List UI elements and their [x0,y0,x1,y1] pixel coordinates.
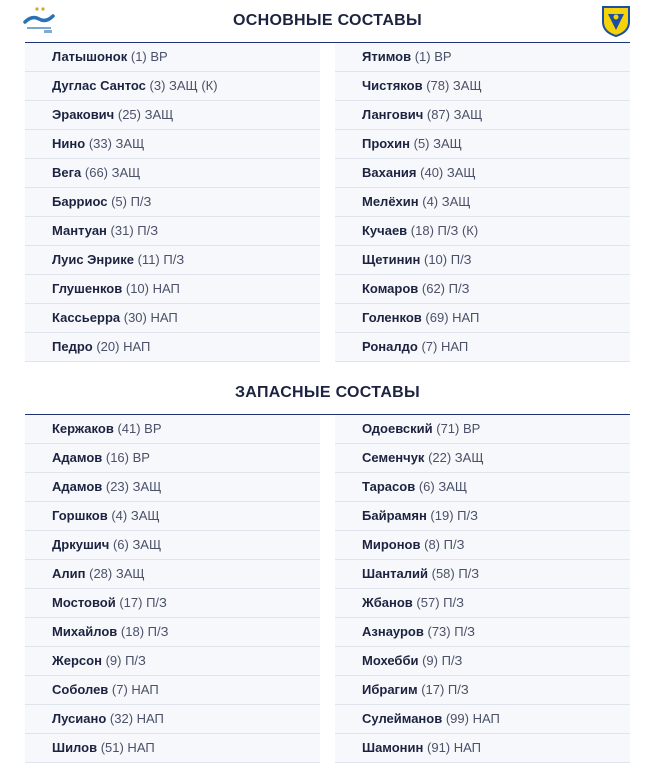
player-name[interactable]: Мелёхин [362,194,419,209]
player-row [25,188,320,217]
player-number-position: (66) ЗАЩ [84,165,141,180]
player-number-position: (4) ЗАЩ [111,508,160,523]
player-number-position: (20) НАП [96,339,151,354]
player-name[interactable]: Кержаков [52,421,114,436]
player-name[interactable]: Соболев [52,682,109,697]
player-row [335,304,630,333]
player-name[interactable]: Жерсон [52,653,102,668]
player-number-position: (57) П/З [416,595,464,610]
player-name[interactable]: Лусиано [52,711,107,726]
player-name[interactable]: Алип [52,566,86,581]
player-row [25,246,320,275]
player-row [335,531,630,560]
player-number-position: (16) ВР [105,450,150,465]
player-row [25,72,320,101]
player-number-position: (99) НАП [445,711,500,726]
player-row [25,734,320,763]
player-row [25,589,320,618]
starters-title: ОСНОВНЫЕ СОСТАВЫ [233,12,422,29]
player-row [25,560,320,589]
player-row [25,705,320,734]
player-number-position: (23) ЗАЩ [105,479,162,494]
player-name[interactable]: Байрамян [362,508,427,523]
player-row [335,647,630,676]
player-number-position: (31) П/З [110,223,159,238]
player-name[interactable]: Дуглас Сантос [52,78,146,93]
player-number-position: (18) П/З (К) [410,223,479,238]
player-number-position: (5) ЗАЩ [413,136,462,151]
player-name[interactable]: Эракович [52,107,115,122]
player-row [25,101,320,130]
player-number-position: (9) П/З [105,653,146,668]
away-subs-list [335,415,630,763]
player-number-position: (19) П/З [430,508,478,523]
player-name[interactable]: Мантуан [52,223,107,238]
player-row [25,531,320,560]
player-number-position: (32) НАП [109,711,164,726]
player-row [25,333,320,362]
player-number-position: (1) ВР [130,49,168,64]
player-row [335,275,630,304]
player-number-position: (3) ЗАЩ (К) [149,78,218,93]
player-number-position: (28) ЗАЩ [89,566,145,581]
player-name[interactable]: Луис Энрике [52,252,134,267]
player-name[interactable]: Мостовой [52,595,116,610]
player-row [25,444,320,473]
player-row [25,159,320,188]
player-row [25,676,320,705]
player-row [335,101,630,130]
player-number-position: (91) НАП [427,740,482,755]
player-row [335,560,630,589]
player-name[interactable]: Тарасов [362,479,416,494]
player-name[interactable]: Кучаев [362,223,408,238]
player-number-position: (78) ЗАЩ [426,78,482,93]
player-row [25,502,320,531]
player-name[interactable]: Жбанов [362,595,413,610]
player-number-position: (6) ЗАЩ [418,479,468,494]
home-subs-list [25,415,320,763]
player-row [335,676,630,705]
player-name[interactable]: Латышонок [52,49,128,64]
subs-title: ЗАПАСНЫЕ СОСТАВЫ [234,384,420,401]
player-name[interactable]: Ятимов [362,49,412,64]
subs-columns [0,415,655,763]
player-name[interactable]: Одоевский [362,421,433,436]
player-number-position: (9) П/З [422,653,463,668]
player-name[interactable]: Ибрагим [362,682,418,697]
player-name[interactable]: Чистяков [362,78,423,93]
player-name[interactable]: Мохебби [362,653,419,668]
subs-header [0,374,655,414]
player-name[interactable]: Педро [52,339,93,354]
player-row [335,589,630,618]
player-row [335,159,630,188]
player-name[interactable]: Роналдо [362,339,418,354]
player-number-position: (11) П/З [137,252,185,267]
player-number-position: (22) ЗАЩ [428,450,484,465]
player-name[interactable]: Лангович [362,107,424,122]
player-name[interactable]: Азнауров [362,624,424,639]
player-number-position: (58) П/З [431,566,480,581]
player-row [335,72,630,101]
player-number-position: (4) ЗАЩ [422,194,471,209]
player-row [335,473,630,502]
player-row [335,43,630,72]
player-number-position: (17) П/З [119,595,167,610]
player-row [25,647,320,676]
rostov-logo-icon [599,4,633,38]
player-row [335,333,630,362]
player-number-position: (7) НАП [111,682,159,697]
player-number-position: (1) ВР [414,49,452,64]
player-row [25,473,320,502]
lineups-header [0,0,655,42]
player-row [335,217,630,246]
player-number-position: (6) ЗАЩ [112,537,162,552]
player-name[interactable]: Михайлов [52,624,118,639]
player-number-position: (87) ЗАЩ [426,107,483,122]
player-number-position: (7) НАП [421,339,469,354]
player-name[interactable]: Кассьерра [52,310,121,325]
player-name[interactable]: Прохин [362,136,410,151]
player-row [335,246,630,275]
player-row [25,43,320,72]
player-row [335,130,630,159]
player-name[interactable]: Комаров [362,281,419,296]
player-name[interactable]: Адамов [52,450,103,465]
player-name[interactable]: Горшков [52,508,108,523]
away-starters-list [335,43,630,362]
player-row [335,415,630,444]
player-row [335,705,630,734]
player-number-position: (5) П/З [111,194,152,209]
player-number-position: (10) НАП [125,281,180,296]
player-number-position: (33) ЗАЩ [88,136,145,151]
player-name[interactable]: Вахания [362,165,417,180]
player-name[interactable]: Вега [52,165,82,180]
player-name[interactable]: Сулейманов [362,711,443,726]
player-number-position: (51) НАП [100,740,155,755]
player-name[interactable]: Шанталий [362,566,428,581]
player-row [335,618,630,647]
player-row [25,275,320,304]
player-row [335,502,630,531]
player-row [25,304,320,333]
player-number-position: (25) ЗАЩ [117,107,174,122]
player-number-position: (8) П/З [424,537,465,552]
player-row [25,618,320,647]
player-name[interactable]: Нино [52,136,86,151]
player-name[interactable]: Адамов [52,479,103,494]
player-row [335,444,630,473]
player-number-position: (40) ЗАЩ [420,165,476,180]
home-starters-list [25,43,320,362]
player-name[interactable]: Шамонин [362,740,424,755]
player-number-position: (62) П/З [421,281,470,296]
player-name[interactable]: Шилов [52,740,98,755]
player-number-position: (69) НАП [425,310,480,325]
player-name[interactable]: Щетинин [362,252,421,267]
player-row [25,130,320,159]
player-name[interactable]: Миронов [362,537,421,552]
player-number-position: (41) ВР [117,421,162,436]
player-name[interactable]: Глушенков [52,281,123,296]
player-number-position: (73) П/З [427,624,476,639]
player-row [335,188,630,217]
player-number-position: (17) П/З [421,682,469,697]
player-number-position: (71) ВР [436,421,481,436]
player-name[interactable]: Голенков [362,310,422,325]
player-row [335,734,630,763]
player-name[interactable]: Дркушич [52,537,110,552]
player-row [25,415,320,444]
player-number-position: (18) П/З [120,624,169,639]
player-number-position: (30) НАП [123,310,178,325]
player-number-position: (10) П/З [424,252,472,267]
player-name[interactable]: Семенчук [362,450,425,465]
player-row [25,217,320,246]
player-name[interactable]: Барриос [52,194,108,209]
starters-columns [0,43,655,362]
